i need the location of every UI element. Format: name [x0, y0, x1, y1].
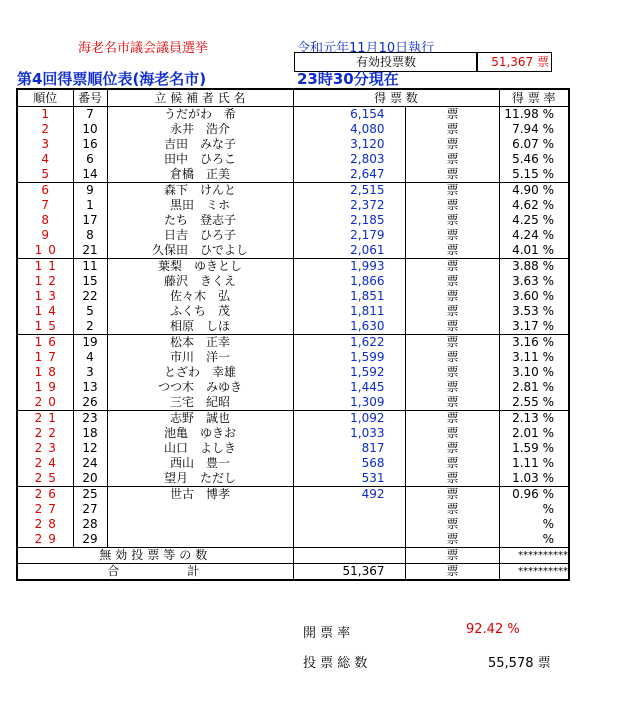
votes-cell: 4,080 [293, 122, 405, 137]
rate-cell: 11.98 % [499, 107, 569, 123]
name-cell: 日吉 ひろ子 [107, 228, 293, 243]
number-cell: 14 [73, 167, 107, 183]
name-cell [107, 502, 293, 517]
invalid-votes-row-votes [293, 548, 405, 564]
votes-cell: 2,515 [293, 183, 405, 199]
table-row [17, 365, 569, 380]
votes-cell: 2,647 [293, 167, 405, 183]
votes-cell: 1,445 [293, 380, 405, 395]
unit-cell: 票 [405, 335, 499, 351]
unit-cell: 票 [405, 243, 499, 259]
votes-cell: 817 [293, 441, 405, 456]
unit-cell: 票 [405, 350, 499, 365]
unit-cell: 票 [405, 137, 499, 152]
invalid-votes-row-unit: 票 [405, 548, 499, 564]
name-cell: 望月 ただし [107, 471, 293, 487]
table-row [17, 259, 569, 275]
rate-cell: 1.11 % [499, 456, 569, 471]
unit-cell: 票 [405, 517, 499, 532]
unit-cell: 票 [405, 289, 499, 304]
votes-cell: 1,851 [293, 289, 405, 304]
unit-cell: 票 [405, 426, 499, 441]
unit-cell: 票 [405, 107, 499, 123]
table-row [17, 243, 569, 259]
name-cell: 山口 よしき [107, 441, 293, 456]
rate-cell: 4.24 % [499, 228, 569, 243]
number-cell: 18 [73, 426, 107, 441]
votes-cell [293, 517, 405, 532]
votes-cell: 1,866 [293, 274, 405, 289]
number-cell: 12 [73, 441, 107, 456]
rate-cell: 4.62 % [499, 198, 569, 213]
rate-cell: 3.11 % [499, 350, 569, 365]
name-cell: 相原 しほ [107, 319, 293, 335]
invalid-votes-row-label: 無効投票等の数 [17, 548, 293, 564]
unit-cell: 票 [405, 532, 499, 548]
rate-cell: 3.63 % [499, 274, 569, 289]
number-cell: 10 [73, 122, 107, 137]
name-cell: うだがわ 希 [107, 107, 293, 123]
rate-cell: 3.17 % [499, 319, 569, 335]
table-row [17, 411, 569, 427]
rank-cell: 21 [17, 411, 73, 427]
rank-cell: 11 [17, 259, 73, 275]
rank-cell: 29 [17, 532, 73, 548]
rank-cell: 16 [17, 335, 73, 351]
name-cell: 黒田 ミホ [107, 198, 293, 213]
rank-cell: 13 [17, 289, 73, 304]
unit-cell: 票 [405, 304, 499, 319]
votes-cell: 2,179 [293, 228, 405, 243]
unit-cell: 票 [405, 441, 499, 456]
number-cell: 7 [73, 107, 107, 123]
votes-cell: 2,185 [293, 213, 405, 228]
votes-cell: 2,372 [293, 198, 405, 213]
rank-cell: 3 [17, 137, 73, 152]
table-row [17, 319, 569, 335]
table-row [17, 152, 569, 167]
unit-cell: 票 [405, 198, 499, 213]
number-cell: 2 [73, 319, 107, 335]
rank-cell: 1 [17, 107, 73, 123]
invalid-votes-row-rate: ********** [499, 548, 569, 564]
votes-cell [293, 502, 405, 517]
rate-cell: 3.53 % [499, 304, 569, 319]
votes-cell [293, 532, 405, 548]
number-cell: 11 [73, 259, 107, 275]
votes-cell: 2,803 [293, 152, 405, 167]
number-cell: 1 [73, 198, 107, 213]
number-cell: 19 [73, 335, 107, 351]
number-cell: 5 [73, 304, 107, 319]
unit-cell: 票 [405, 274, 499, 289]
table-row [17, 213, 569, 228]
rate-cell: 3.10 % [499, 365, 569, 380]
table-row [17, 426, 569, 441]
rank-cell: 12 [17, 274, 73, 289]
name-cell: 久保田 ひでよし [107, 243, 293, 259]
name-cell: 永井 浩介 [107, 122, 293, 137]
rank-cell: 4 [17, 152, 73, 167]
rate-cell: 0.96 % [499, 487, 569, 503]
number-cell: 16 [73, 137, 107, 152]
rank-cell: 8 [17, 213, 73, 228]
number-cell: 28 [73, 517, 107, 532]
unit-cell: 票 [405, 228, 499, 243]
as-of-time: 23時30分現在 [297, 70, 399, 88]
votes-cell: 1,993 [293, 259, 405, 275]
rate-header: 得 票 率 [499, 89, 569, 107]
name-cell: 葉梨 ゆきとし [107, 259, 293, 275]
rate-cell: 3.88 % [499, 259, 569, 275]
number-cell: 6 [73, 152, 107, 167]
name-cell: 倉橋 正美 [107, 167, 293, 183]
table-header-row [17, 89, 569, 107]
votes-cell: 1,622 [293, 335, 405, 351]
number-cell: 27 [73, 502, 107, 517]
rank-cell: 19 [17, 380, 73, 395]
name-cell: とざわ 幸雄 [107, 365, 293, 380]
votes-cell: 568 [293, 456, 405, 471]
number-cell: 17 [73, 213, 107, 228]
total-row [17, 564, 569, 581]
rank-cell: 27 [17, 502, 73, 517]
number-cell: 22 [73, 289, 107, 304]
number-cell: 15 [73, 274, 107, 289]
rate-cell: 4.01 % [499, 243, 569, 259]
table-row [17, 228, 569, 243]
rate-cell: 1.59 % [499, 441, 569, 456]
rank-cell: 6 [17, 183, 73, 199]
number-cell: 24 [73, 456, 107, 471]
number-header: 番号 [73, 89, 107, 107]
rate-cell: 2.55 % [499, 395, 569, 411]
number-cell: 26 [73, 395, 107, 411]
rank-cell: 10 [17, 243, 73, 259]
unit-cell: 票 [405, 122, 499, 137]
rate-cell: 7.94 % [499, 122, 569, 137]
rate-cell: 4.90 % [499, 183, 569, 199]
rank-cell: 26 [17, 487, 73, 503]
name-cell: 藤沢 きくえ [107, 274, 293, 289]
table-row [17, 122, 569, 137]
votes-cell: 2,061 [293, 243, 405, 259]
rate-cell: 2.01 % [499, 426, 569, 441]
votes-cell: 3,120 [293, 137, 405, 152]
table-row [17, 289, 569, 304]
name-cell: つつ木 みゆき [107, 380, 293, 395]
number-cell: 23 [73, 411, 107, 427]
rank-cell: 17 [17, 350, 73, 365]
votes-cell: 1,630 [293, 319, 405, 335]
counting-rate-label: 開 票 率 [303, 626, 351, 641]
name-cell: 志野 誠也 [107, 411, 293, 427]
unit-cell: 票 [405, 213, 499, 228]
votes-cell: 1,309 [293, 395, 405, 411]
name-cell: 西山 豊一 [107, 456, 293, 471]
name-cell [107, 532, 293, 548]
name-cell [107, 517, 293, 532]
table-row [17, 350, 569, 365]
votes-cell: 6,154 [293, 107, 405, 123]
unit-cell: 票 [405, 183, 499, 199]
votes-header: 得 票 数 [293, 89, 499, 107]
table-row [17, 304, 569, 319]
rank-cell: 5 [17, 167, 73, 183]
name-cell: 佐々木 弘 [107, 289, 293, 304]
rank-cell: 15 [17, 319, 73, 335]
table-row [17, 167, 569, 183]
election-date: 令和元年11月10日執行 [297, 41, 435, 56]
rate-cell: % [499, 517, 569, 532]
valid-votes-label: 有効投票数 [294, 52, 478, 72]
rate-cell: 6.07 % [499, 137, 569, 152]
rate-cell: 2.13 % [499, 411, 569, 427]
rate-cell: 1.03 % [499, 471, 569, 487]
rank-cell: 22 [17, 426, 73, 441]
unit-cell: 票 [405, 456, 499, 471]
rank-cell: 18 [17, 365, 73, 380]
ranking-table [16, 88, 570, 581]
unit-cell: 票 [405, 167, 499, 183]
number-cell: 3 [73, 365, 107, 380]
rank-cell: 24 [17, 456, 73, 471]
number-cell: 21 [73, 243, 107, 259]
unit-cell: 票 [405, 502, 499, 517]
election-title: 海老名市議会議員選挙 [78, 41, 209, 56]
name-cell: 池亀 ゆきお [107, 426, 293, 441]
table-row [17, 198, 569, 213]
votes-cell: 1,092 [293, 411, 405, 427]
rate-cell: 4.25 % [499, 213, 569, 228]
table-row [17, 471, 569, 487]
rate-cell: 3.60 % [499, 289, 569, 304]
number-cell: 20 [73, 471, 107, 487]
total-row-unit: 票 [405, 564, 499, 581]
votes-cell: 1,033 [293, 426, 405, 441]
table-row [17, 335, 569, 351]
name-cell: 三宅 紀昭 [107, 395, 293, 411]
votes-cell: 1,811 [293, 304, 405, 319]
name-cell: 森下 けんと [107, 183, 293, 199]
rank-cell: 25 [17, 471, 73, 487]
total-votes-label: 投 票 総 数 [303, 656, 368, 671]
table-title: 第4回得票順位表(海老名市) [17, 70, 207, 88]
rate-cell: % [499, 502, 569, 517]
table-row [17, 441, 569, 456]
rank-cell: 20 [17, 395, 73, 411]
unit-cell: 票 [405, 319, 499, 335]
number-cell: 13 [73, 380, 107, 395]
total-votes-value: 55,578 票 [488, 656, 551, 671]
rate-cell: 3.16 % [499, 335, 569, 351]
rank-cell: 28 [17, 517, 73, 532]
total-row-rate: ********** [499, 564, 569, 581]
table-row [17, 274, 569, 289]
votes-cell: 1,592 [293, 365, 405, 380]
unit-cell: 票 [405, 395, 499, 411]
rank-cell: 2 [17, 122, 73, 137]
valid-votes-value: 51,367 票 [476, 52, 552, 72]
unit-cell: 票 [405, 487, 499, 503]
name-cell: 松本 正幸 [107, 335, 293, 351]
name-cell: 田中 ひろこ [107, 152, 293, 167]
invalid-votes-row [17, 548, 569, 564]
rate-cell: 5.46 % [499, 152, 569, 167]
table-row [17, 517, 569, 532]
name-cell: ふくち 茂 [107, 304, 293, 319]
number-cell: 29 [73, 532, 107, 548]
table-row [17, 456, 569, 471]
table-row [17, 380, 569, 395]
table-row [17, 395, 569, 411]
rate-cell: % [499, 532, 569, 548]
rank-cell: 23 [17, 441, 73, 456]
name-cell: 吉田 みな子 [107, 137, 293, 152]
table-row [17, 137, 569, 152]
number-cell: 8 [73, 228, 107, 243]
rate-cell: 5.15 % [499, 167, 569, 183]
name-cell: たち 登志子 [107, 213, 293, 228]
number-cell: 25 [73, 487, 107, 503]
number-cell: 9 [73, 183, 107, 199]
rank-cell: 14 [17, 304, 73, 319]
unit-cell: 票 [405, 365, 499, 380]
table-row [17, 502, 569, 517]
unit-cell: 票 [405, 471, 499, 487]
total-row-label: 合 計 [17, 564, 293, 581]
table-row [17, 107, 569, 123]
rank-cell: 9 [17, 228, 73, 243]
table-row [17, 487, 569, 503]
name-cell: 市川 洋一 [107, 350, 293, 365]
rank-cell: 7 [17, 198, 73, 213]
unit-cell: 票 [405, 259, 499, 275]
name-header: 立 候 補 者 氏 名 [107, 89, 293, 107]
total-row-votes: 51,367 [293, 564, 405, 581]
rate-cell: 2.81 % [499, 380, 569, 395]
counting-rate-value: 92.42 % [466, 622, 520, 637]
name-cell: 世古 博孝 [107, 487, 293, 503]
votes-cell: 492 [293, 487, 405, 503]
table-row [17, 532, 569, 548]
number-cell: 4 [73, 350, 107, 365]
unit-cell: 票 [405, 152, 499, 167]
table-row [17, 183, 569, 199]
votes-cell: 1,599 [293, 350, 405, 365]
votes-cell: 531 [293, 471, 405, 487]
unit-cell: 票 [405, 411, 499, 427]
rank-header: 順位 [17, 89, 73, 107]
unit-cell: 票 [405, 380, 499, 395]
